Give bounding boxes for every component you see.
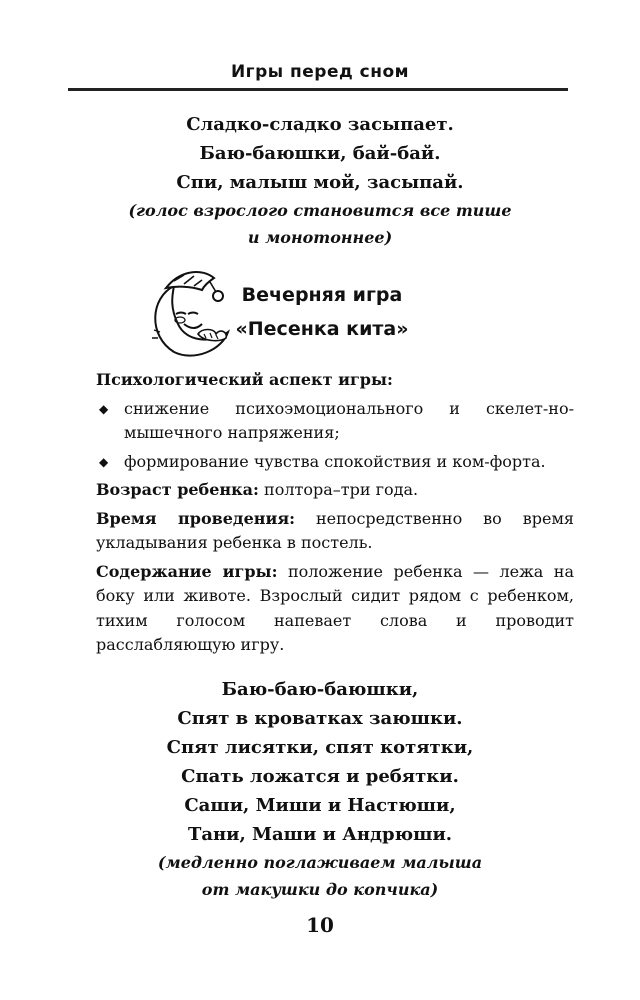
verse-note: (голос взрослого становится все тише bbox=[128, 201, 512, 220]
game-title bbox=[222, 278, 422, 346]
game-title-line: Вечерняя игра bbox=[241, 284, 403, 306]
verse-line: Баю-баю-баюшки, bbox=[221, 679, 419, 700]
verse-line: Спать ложатся и ребятки. bbox=[181, 766, 459, 787]
page-number: 10 bbox=[306, 913, 334, 937]
bullet-item bbox=[96, 450, 574, 475]
time-value: непосредственно во время укладывания ребенка в постель. bbox=[96, 508, 574, 552]
game-description bbox=[96, 368, 574, 662]
age-value: полтора–три года. bbox=[258, 480, 419, 499]
bullet-text: снижение психоэмоционального и скелет-но-мышечного напряжения; bbox=[124, 398, 574, 442]
psych-label: Психологический аспект игры: bbox=[96, 370, 393, 389]
verse-line: Баю-баюшки, бай-бай. bbox=[199, 143, 441, 164]
verse-line: Спят в кроватках заюшки. bbox=[177, 708, 463, 729]
verse-line: Тани, Маши и Андрюши. bbox=[187, 824, 453, 845]
content-value: положение ребенка — лежа на боку или животе. Взрослый сидит рядом с ребенком, тихим голосом напевает слова и проводит расслабляющую игру. bbox=[96, 561, 575, 654]
bullet-text: формирование чувства спокойствия и ком-форта. bbox=[124, 451, 546, 471]
bullet-item bbox=[96, 397, 574, 446]
time-label: Время проведения: bbox=[96, 508, 296, 528]
verse-line: Саши, Миши и Настюши, bbox=[184, 795, 456, 816]
running-header: Игры перед сном bbox=[230, 62, 410, 82]
age-label: Возраст ребенка: bbox=[96, 480, 259, 499]
content-paragraph bbox=[96, 560, 574, 658]
verse-top bbox=[90, 110, 550, 251]
header-rule bbox=[68, 88, 568, 91]
psych-heading bbox=[96, 368, 574, 393]
verse-note: (медленно поглаживаем малыша bbox=[157, 853, 483, 872]
verse-line: Спят лисятки, спят котятки, bbox=[166, 737, 474, 758]
verse-note: от макушки до копчика) bbox=[201, 880, 439, 899]
verse-line: Сладко-сладко засыпает. bbox=[186, 114, 454, 135]
time-paragraph bbox=[96, 507, 574, 556]
age-paragraph bbox=[96, 478, 574, 503]
game-title-line: «Песенка кита» bbox=[235, 318, 409, 340]
verse-bottom bbox=[90, 675, 550, 903]
bullet-icon: ◆ bbox=[99, 401, 109, 416]
content-label: Содержание игры: bbox=[96, 561, 278, 581]
verse-note: и монотоннее) bbox=[247, 228, 393, 247]
bullet-icon: ◆ bbox=[99, 454, 109, 469]
verse-line: Спи, малыш мой, засыпай. bbox=[176, 172, 464, 193]
